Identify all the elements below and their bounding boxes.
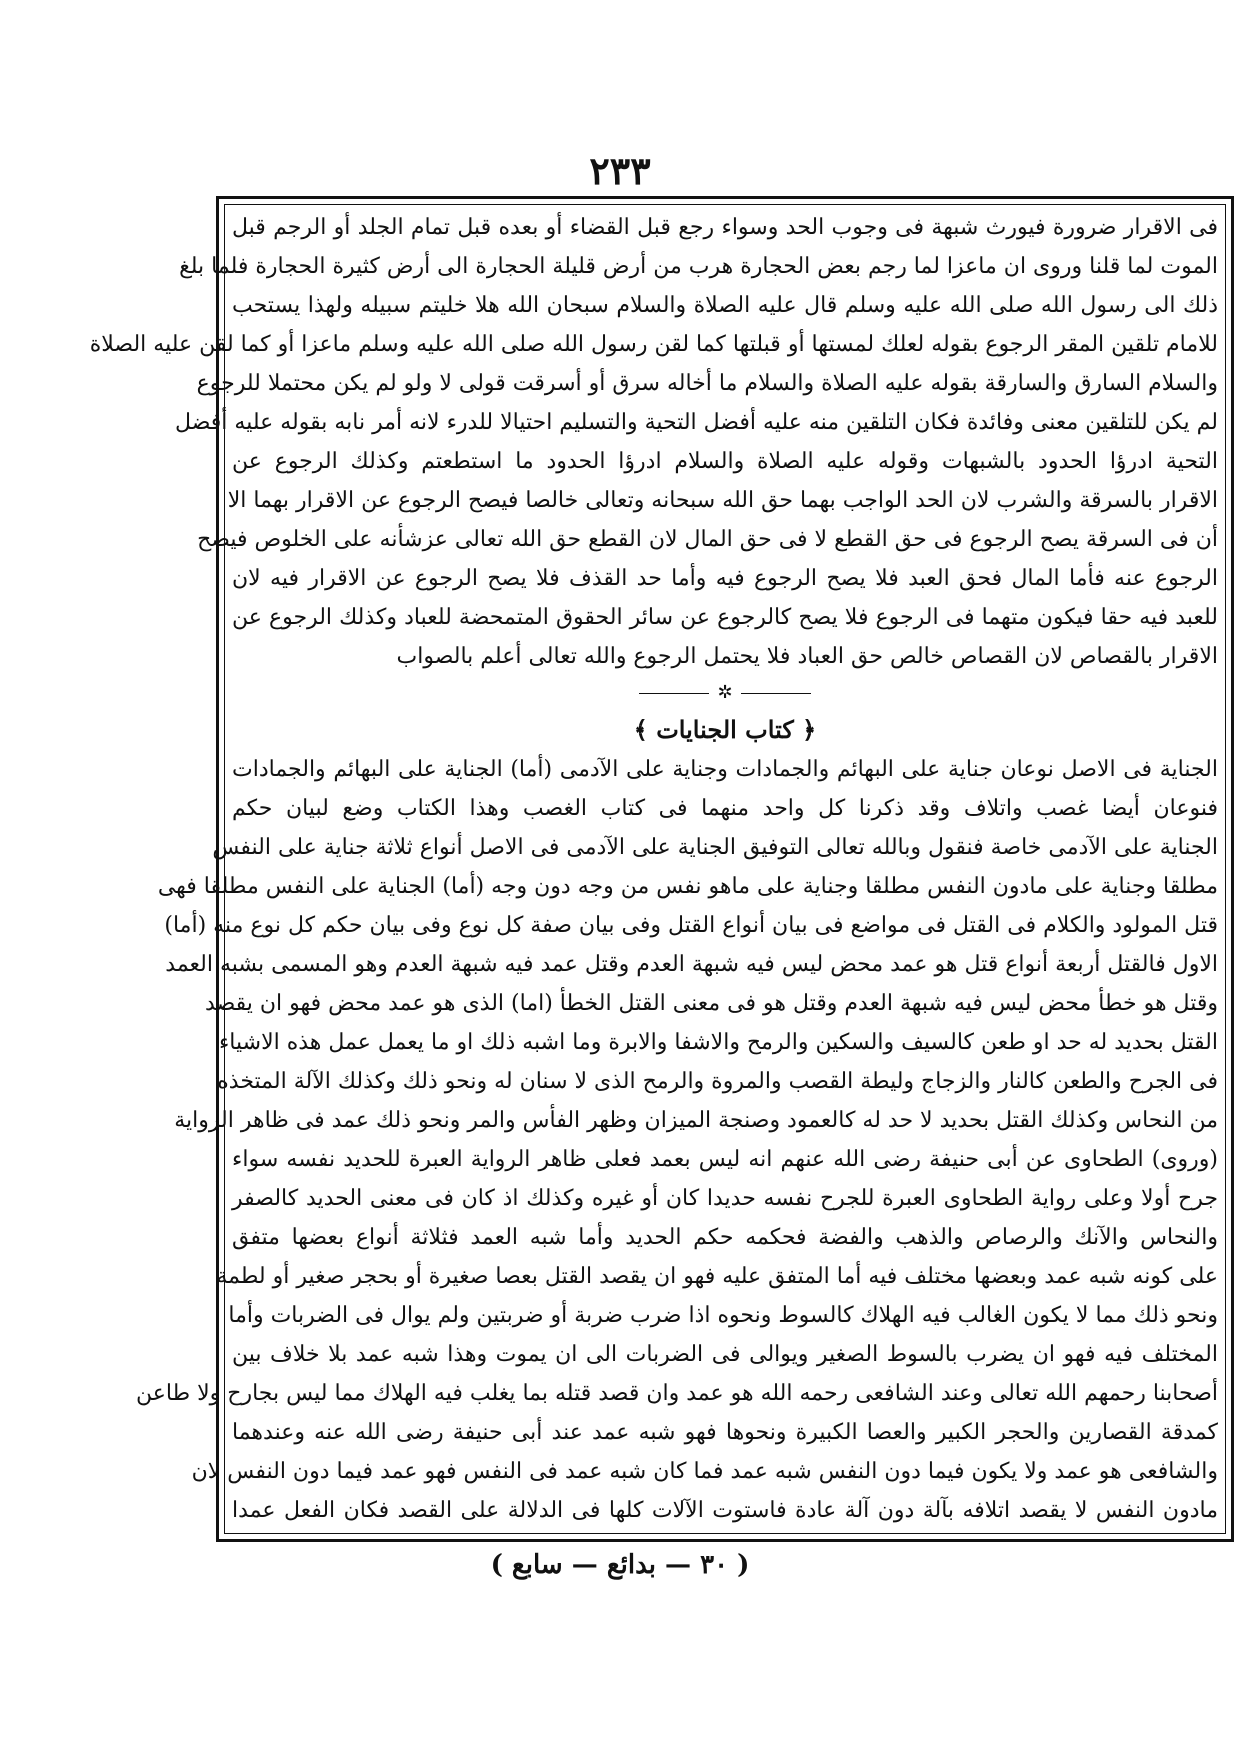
text-line: (وروى) الطحاوى عن أبى حنيفة رضى الله عنهم انه ليس بعمد فعلى ظاهر الرواية العبرة للحديد نفسه سواء xyxy=(232,1147,1218,1172)
text-line: الاول فالقتل أربعة أنواع قتل هو عمد محض ليس فيه شبهة العدم وقتل عمد فيه شبهة العدم وهو المسمى بشبه العمد xyxy=(165,952,1218,977)
text-line: وقتل هو خطأ محض ليس فيه شبهة العدم وقتل هو فى معنى القتل الخطأ (اما) الذى هو عمد محض فهو ان يقصد xyxy=(205,991,1218,1016)
text-line: الرجوع عنه فأما المال فحق العبد فلا يصح الرجوع فيه وأما حد القذف فلا يصح الرجوع عن الاقرار فيه لان xyxy=(232,566,1218,591)
footer-signature: ( ٣٠ — بدائع — سابع ) xyxy=(490,1550,750,1580)
text-line: فى الجرح والطعن كالنار والزجاج وليطة القصب والمروة والرمح الذى لا سنان له ونحو ذلك وكذلك الآلة المتخذه xyxy=(217,1069,1218,1094)
text-line: قتل المولود والكلام فى القتل فى مواضع فى بيان أنواع القتل وفى بيان صفة كل نوع وفى بيان حكم كل نوع منه (أما) xyxy=(164,913,1218,938)
chapter-title: ﴿ كتاب الجنايات ﴾ xyxy=(633,715,817,744)
text-line: مطلقا وجناية على مادون النفس مطلقا وجناية على ماهو نفس من وجه دون وجه (أما) الجناية على النفس مطلقا فهى xyxy=(157,874,1218,899)
text-line: لم يكن للتلقين معنى وفائدة فكان التلقين منه عليه أفضل التحية والتسليم احتيالا للدرء لانه أمر نابه بقوله عليه أفضل xyxy=(175,410,1218,435)
text-line: ذلك الى رسول الله صلى الله عليه وسلم قال عليه الصلاة والسلام سبحان الله هلا خليتم سبيله ولهذا يستحب xyxy=(232,293,1218,318)
text-line: للعبد فيه حقا فيكون متهما فى الرجوع فلا يصح كالرجوع عن سائر الحقوق المتمحضة للعباد وكذلك الرجوع عن xyxy=(232,605,1218,630)
section-separator xyxy=(232,676,1218,710)
text-line: أن فى السرقة يصح الرجوع فى حق القطع لا فى حق المال لان القطع حق الله تعالى عزشأنه على الخلوص فيصح xyxy=(197,527,1218,552)
page-number: ٢٣٣ xyxy=(589,148,651,193)
text-line: التحية ادرؤا الحدود بالشبهات وقوله عليه الصلاة والسلام ادرؤا الحدود ما استطعتم وكذلك الرجوع عن xyxy=(232,449,1218,474)
text-line: للامام تلقين المقر الرجوع بقوله لعلك لمستها أو قبلتها كما لقن رسول الله صلى الله عليه وسلم ماعزا أو كما لقن عليه الصلاة xyxy=(89,332,1218,357)
text-line: الجناية على الآدمى خاصة فنقول وبالله تعالى التوفيق الجناية على الآدمى فى الاصل أنواع ثلاثة جناية على النفس xyxy=(212,835,1218,860)
text-line: والشافعى هو عمد ولا يكون فيما دون النفس شبه عمد فما كان شبه عمد فى النفس فهو عمد فيما دون النفس لان xyxy=(191,1459,1218,1484)
page-content xyxy=(89,208,1218,1530)
text-line: والسلام السارق والسارقة بقوله عليه الصلاة والسلام ما أخاله سرق أو أسرقت قولى لا ولو لم يكن محتملا للرجوع xyxy=(196,371,1218,396)
separator-star-icon: ✲ xyxy=(717,682,733,703)
text-line: القتل بحديد له حد او طعن كالسيف والسكين والرمح والاشفا والابرة وما اشبه ذلك او ما يعمل عمل هذه الاشياء xyxy=(218,1030,1218,1055)
text-line: الجناية فى الاصل نوعان جناية على البهائم والجمادات وجناية على الآدمى (أما) الجناية على البهائم والجمادات xyxy=(232,757,1218,782)
text-line: فى الاقرار ضرورة فيورث شبهة فى وجوب الحد وسواء رجع قبل القضاء أو بعده قبل تمام الجلد أو الرجم قبل xyxy=(232,215,1218,240)
separator-rule xyxy=(639,693,709,694)
text-line: أصحابنا رحمهم الله تعالى وعند الشافعى رحمه الله هو عمد وان قصد قتله بما يغلب فيه الهلاك مما ليس بجارح ولا طاعن xyxy=(136,1381,1218,1406)
text-line: الموت لما قلنا وروى ان ماعزا لما رجم بعض الحجارة هرب من أرض قليلة الحجارة الى أرض كثيرة الحجارة فلما بلغ xyxy=(179,254,1218,279)
section-two xyxy=(136,750,1218,1530)
text-line: والنحاس والآنك والرصاص والذهب والفضة فحكمه حكم الحديد وأما شبه العمد فثلاثة أنواع بعضها متفق xyxy=(232,1225,1218,1250)
text-line: المختلف فيه فهو ان يضرب بالسوط الصغير ويوالى فى الضربات الى ان يموت وهذا شبه عمد بلا خلاف بين xyxy=(232,1342,1218,1367)
text-line: الاقرار بالسرقة والشرب لان الحد الواجب بهما حق الله سبحانه وتعالى خالصا فيصح الرجوع عن الاقرار بهما الا xyxy=(227,488,1218,513)
separator-rule xyxy=(741,693,811,694)
section-one xyxy=(89,208,1218,676)
text-line: كمدقة القصارين والحجر الكبير والعصا الكبيرة ونحوها فهو شبه عمد عند أبى حنيفة رضى الله عنه وعندهما xyxy=(232,1420,1218,1445)
text-line: من النحاس وكذلك القتل بحديد لا حد له كالعمود وصنجة الميزان وظهر الفأس والمر ونحو ذلك عمد فى ظاهر الرواية xyxy=(174,1108,1218,1133)
text-line: مادون النفس لا يقصد اتلافه بآلة دون آلة عادة فاستوت الآلات كلها فى الدلالة على القصد فكان الفعل عمدا xyxy=(232,1498,1218,1523)
text-line: جرح أولا وعلى رواية الطحاوى العبرة للجرح نفسه حديدا كان أو غيره وكذلك اذ كان فى معنى الحديد كالصفر xyxy=(232,1186,1218,1211)
text-line: الاقرار بالقصاص لان القصاص خالص حق العباد فلا يحتمل الرجوع والله تعالى أعلم بالصواب xyxy=(396,644,1218,669)
text-line: ونحو ذلك مما لا يكون الغالب فيه الهلاك كالسوط ونحوه اذا ضرب ضربة أو ضربتين ولم يوال فى الضربات وأما xyxy=(228,1303,1218,1328)
text-line: فنوعان أيضا غصب واتلاف وقد ذكرنا كل واحد منهما فى كتاب الغصب وهذا الكتاب وضع لبيان حكم xyxy=(232,796,1218,821)
text-line: على كونه شبه عمد وبعضها مختلف فيه أما المتفق عليه فهو ان يقصد القتل بعصا صغيرة أو بحجر صغير أو لطمة xyxy=(216,1264,1218,1289)
